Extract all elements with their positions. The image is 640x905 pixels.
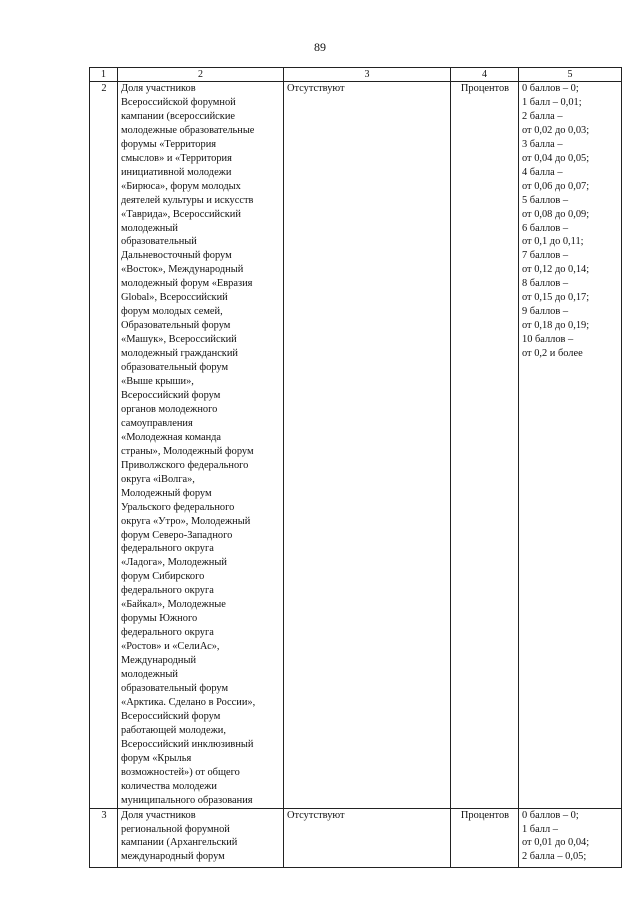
table-row: [90, 82, 622, 809]
indicator-text: Доля участников региональной форумной кампании (Архангельский международный форум: [118, 808, 284, 867]
criteria-table: [89, 67, 622, 868]
page-number: 89: [314, 40, 326, 54]
baseline-value: Отсутствуют: [284, 82, 451, 809]
row-number: 2: [90, 82, 118, 809]
row-number: 3: [90, 808, 118, 867]
baseline-value: Отсутствуют: [284, 808, 451, 867]
column-header-5: 5: [519, 68, 622, 82]
table-row: [90, 808, 622, 867]
score-scale: 0 баллов – 0; 1 балл – от 0,01 до 0,04; 2 балла – 0,05;: [519, 808, 622, 867]
indicator-text: Доля участников Всероссийской форумной кампании (всероссийские молодежные образовательные форумы «Территория смыслов» и «Территория инициативной молодежи «Бирюса», форум молодых деятелей культуры и искусств «Таврида», Всероссийский молодежный образовательный Дальневосточный форум «Восток», Международный молодежный форум «Евразия Global», Всероссийский форум молодых семей, Образовательный форум «Машук», Всероссийский молодежный гражданский образовательный форум «Выше крыши», Всероссийский форум органов молодежного самоуправления «Молодежная команда страны», Молодежный форум Приволжского федерального округа «iВолга», Молодежный форум Уральского федерального округа «Утро», Молодежный форум Северо-Западного федерального округа «Ладога», Молодежный форум Сибирского федерального округа «Байкал», Молодежные форумы Южного федерального округа «Ростов» и «СелиАс», Международный молодежный образовательный форум «Арктика. Сделано в России», Всероссийский форум работающей молодежи, Всероссийский инклюзивный форум «Крылья возможностей») от общего количества молодежи муниципального образования: [118, 82, 284, 809]
column-header-4: 4: [451, 68, 519, 82]
unit-of-measure: Процентов: [451, 808, 519, 867]
column-header-1: 1: [90, 68, 118, 82]
table-header-row: [90, 68, 622, 82]
unit-of-measure: Процентов: [451, 82, 519, 809]
score-scale: 0 баллов – 0; 1 балл – 0,01; 2 балла – от 0,02 до 0,03; 3 балла – от 0,04 до 0,05; 4 балла – от 0,06 до 0,07; 5 баллов – от 0,08 до 0,09; 6 баллов – от 0,1 до 0,11; 7 баллов – от 0,12 до 0,14; 8 баллов – от 0,15 до 0,17; 9 баллов – от 0,18 до 0,19; 10 баллов – от 0,2 и более: [519, 82, 622, 809]
column-header-3: 3: [284, 68, 451, 82]
column-header-2: 2: [118, 68, 284, 82]
